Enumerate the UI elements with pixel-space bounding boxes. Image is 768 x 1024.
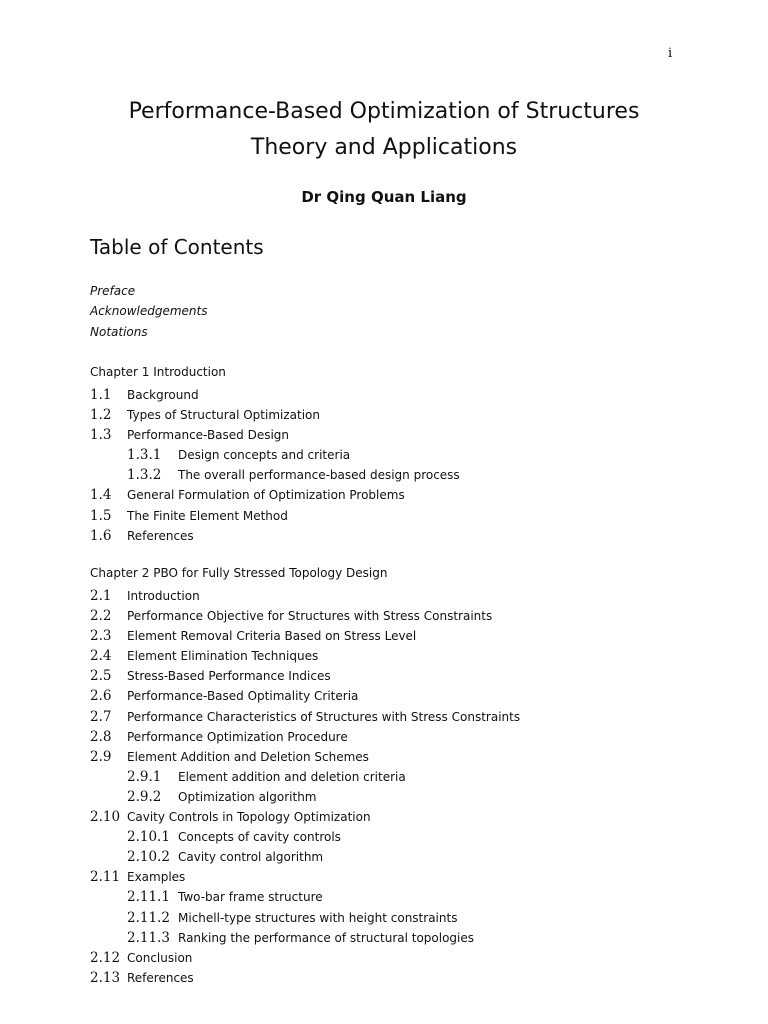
toc-entry-label: Cavity control algorithm — [178, 850, 324, 865]
toc-entry-label: Examples — [127, 870, 186, 885]
toc-entry-number: 2.10.2 — [127, 849, 170, 866]
toc-entry-label: Stress-Based Performance Indices — [127, 669, 331, 684]
toc-entry — [90, 706, 710, 726]
toc-entry-number: 2.4 — [90, 648, 112, 665]
toc-entry-number: 2.10 — [90, 809, 121, 826]
toc-entry-label: Element Removal Criteria Based on Stress Level — [127, 629, 417, 644]
toc-entry — [90, 826, 710, 846]
chapter-entries — [90, 384, 710, 545]
toc-entry-number: 2.11.2 — [127, 909, 170, 926]
toc-entry-label: Concepts of cavity controls — [178, 830, 341, 845]
toc-entry — [90, 605, 710, 625]
toc-entry-number: 2.3 — [90, 628, 112, 645]
toc-entry — [90, 746, 710, 766]
toc-entry — [90, 766, 710, 786]
book-title: Performance-Based Optimization of Structures — [128, 99, 640, 124]
toc-entry-label: Element Addition and Deletion Schemes — [127, 749, 369, 764]
front-matter-item: Notations — [90, 324, 148, 339]
page-number: i — [668, 46, 673, 61]
toc-entry-number: 1.4 — [90, 487, 112, 504]
toc-entry-number: 2.13 — [90, 969, 121, 986]
toc-entry-number: 2.5 — [90, 668, 112, 685]
toc-entry-number: 2.1 — [90, 588, 112, 604]
toc-entry-label: Performance-Based Optimality Criteria — [127, 689, 359, 704]
toc-entry-label: Design concepts and criteria — [178, 448, 351, 463]
toc-entry-label: Ranking the performance of structural topologies — [178, 930, 475, 945]
chapter-section — [90, 563, 710, 987]
front-matter-list — [90, 281, 208, 342]
toc-entry-number: 1.3 — [90, 427, 112, 444]
chapter-entries — [90, 585, 710, 987]
toc-entry — [90, 907, 710, 927]
toc-entry-number: 1.3.2 — [127, 467, 162, 484]
toc-entry — [90, 444, 710, 464]
toc-entry-label: References — [127, 970, 194, 985]
front-matter-item: Acknowledgements — [90, 304, 208, 319]
toc-entry-label: Performance Optimization Procedure — [127, 729, 348, 744]
toc-entry-label: Element addition and deletion criteria — [178, 769, 406, 784]
toc-entry — [90, 866, 710, 886]
toc-entry-label: Performance Objective for Structures with Stress Constraints — [127, 609, 493, 624]
toc-entry-number: 2.2 — [90, 608, 112, 625]
toc-entry-number: 1.2 — [90, 407, 112, 424]
toc-entry-label: Background — [127, 388, 199, 402]
toc-entry-number: 2.10.1 — [127, 829, 170, 846]
toc-entry-label: Types of Structural Optimization — [127, 408, 320, 423]
toc-entry-label: Optimization algorithm — [178, 789, 317, 804]
toc-entry — [90, 886, 710, 906]
toc-entry — [90, 384, 710, 404]
toc-entry-number: 2.7 — [90, 708, 112, 725]
toc-entry — [90, 484, 710, 504]
chapter-section — [90, 362, 710, 545]
toc-entry-number: 2.9 — [90, 748, 112, 765]
toc-entry-label: References — [127, 528, 194, 543]
author-name: Dr Qing Quan Liang — [301, 188, 467, 206]
toc-entry — [90, 786, 710, 806]
toc-entry — [90, 464, 710, 484]
toc-entry-number: 1.5 — [90, 507, 112, 524]
toc-heading: Table of Contents — [90, 235, 264, 259]
toc-entry — [90, 685, 710, 705]
toc-entry-number: 2.11.3 — [127, 929, 170, 946]
toc-entry-number: 2.11.1 — [127, 889, 170, 906]
toc-entry-label: Performance-Based Design — [127, 428, 290, 443]
toc-entry-label: Introduction — [127, 589, 200, 603]
toc-entry — [90, 525, 710, 545]
toc-entry — [90, 505, 710, 525]
toc-entry-number: 2.8 — [90, 728, 112, 745]
toc-entry — [90, 967, 710, 987]
toc-entry-number: 2.9.1 — [127, 768, 162, 785]
toc-entry-number: 1.6 — [90, 527, 112, 544]
toc-entry-label: Michell-type structures with height constraints — [178, 910, 458, 925]
toc-entry-label: The Finite Element Method — [127, 508, 288, 523]
toc-entry-number: 1.3.1 — [127, 447, 162, 464]
front-matter-item: Preface — [90, 284, 136, 298]
toc-entry-label: Cavity Controls in Topology Optimization — [127, 810, 371, 825]
toc-entry-number: 2.9.2 — [127, 788, 162, 805]
book-subtitle: Theory and Applications — [250, 135, 518, 160]
toc-entry-label: Performance Characteristics of Structures with Stress Constraints — [127, 709, 521, 724]
toc-entry-number: 2.11 — [90, 869, 121, 886]
toc-entry — [90, 947, 710, 967]
toc-entry-label: General Formulation of Optimization Problems — [127, 488, 405, 503]
toc-entry — [90, 645, 710, 665]
toc-entry-label: The overall performance-based design process — [178, 468, 460, 483]
toc-entry-label: Element Elimination Techniques — [127, 649, 319, 664]
toc-entry-number: 2.12 — [90, 949, 121, 966]
toc-entry — [90, 726, 710, 746]
toc-entry — [90, 585, 710, 605]
toc-entry-number: 1.1 — [90, 387, 112, 403]
toc-entry — [90, 625, 710, 645]
toc-entry — [90, 927, 710, 947]
toc-entry-label: Conclusion — [127, 950, 193, 965]
toc-entry — [90, 806, 710, 826]
toc-entry-number: 2.6 — [90, 688, 112, 705]
chapter-title: Chapter 1 Introduction — [90, 365, 226, 379]
chapter-title: Chapter 2 PBO for Fully Stressed Topology Design — [90, 566, 388, 580]
toc-entry-label: Two-bar frame structure — [178, 890, 323, 905]
toc-entry — [90, 404, 710, 424]
toc-entry — [90, 424, 710, 444]
toc-entry — [90, 665, 710, 685]
toc-entry — [90, 846, 710, 866]
